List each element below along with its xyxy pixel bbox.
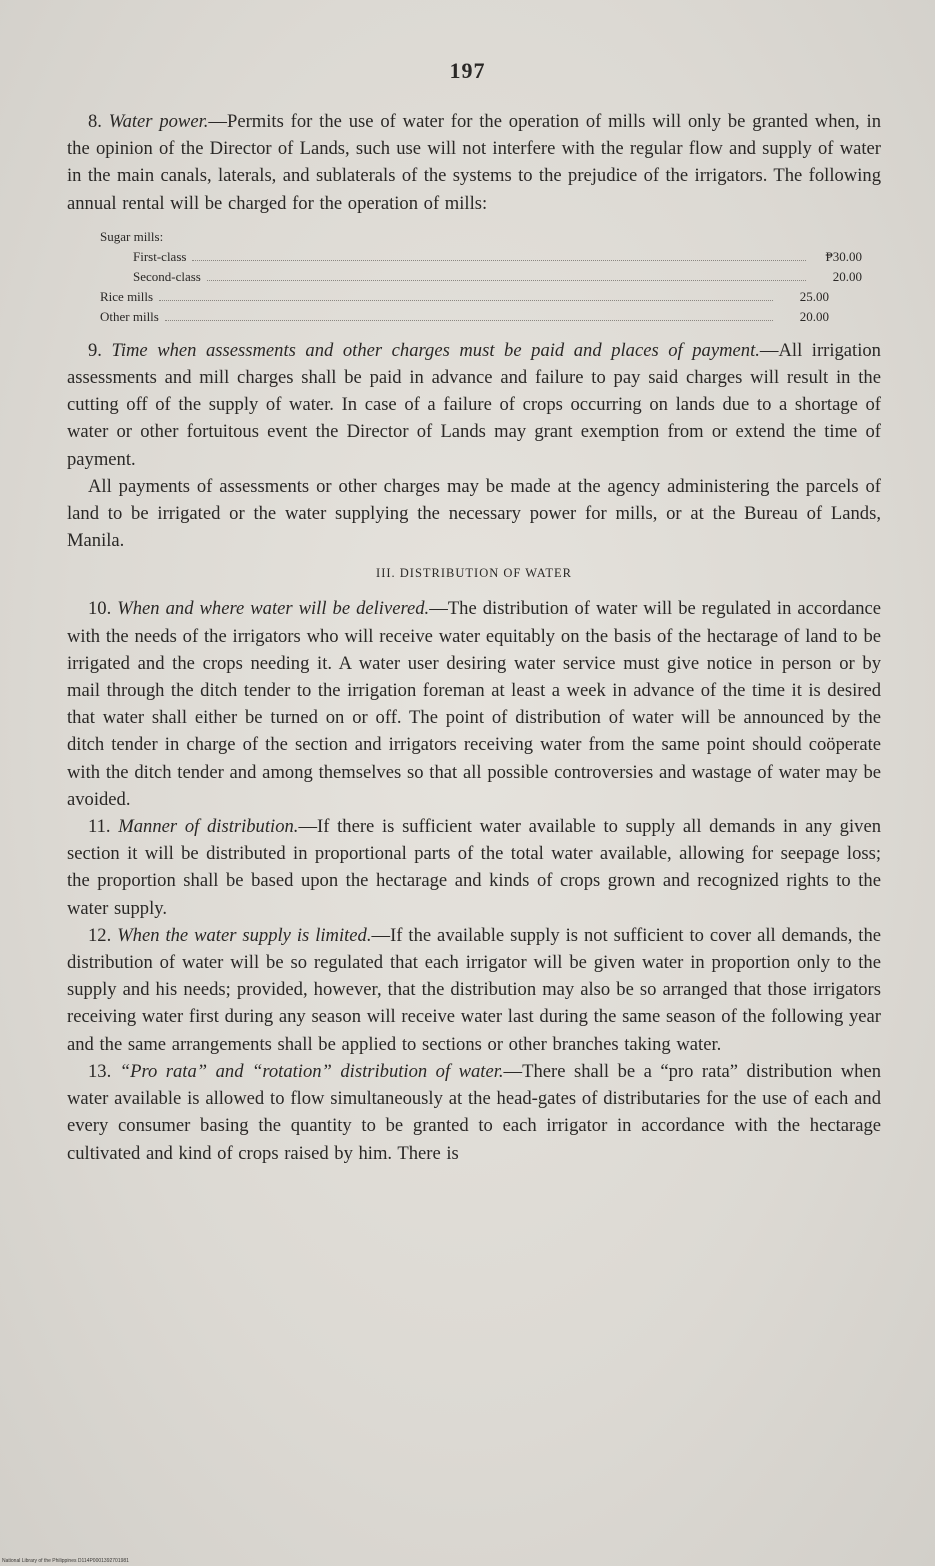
paragraph-text: —Permits for the use of water for the operation of mills will only be granted when, in the opinion of the Director of Lands, such use will not interfere with the regular flow and supply of water in the main canals, laterals, and sublaterals of the systems to the prejudice of the irrigators. The following annual rental will be charged for the operation of mills:: [67, 111, 881, 214]
rental-label: Rice mills: [100, 288, 154, 304]
rental-row: [67, 307, 829, 327]
paragraph-11: [67, 813, 881, 922]
page-number: 197: [449, 58, 486, 83]
paragraph-heading: “Pro rata” and “rotation” distribution of water.: [119, 1060, 504, 1082]
paragraph-text: —If the available supply is not sufficient to cover all demands, the distribution of water will be so regulated that each irrigator will be given water in proportion only to the supply and his needs; provided, however, that the distribution may also be so arranged that those irrigators receiving water first during any season will receive water last during the same season of the following year and the same arrangements shall be applied to sections or other branches taking water.: [67, 924, 881, 1055]
paragraph-number: 11.: [88, 816, 111, 838]
paragraph-heading: Water power.: [108, 111, 209, 132]
rental-row: [67, 287, 829, 307]
paragraph-10: [67, 595, 881, 813]
paragraph-number: 9.: [88, 339, 102, 361]
rental-row: [67, 247, 862, 267]
paragraph-heading: Time when assessments and other charges must be paid and places of payment.: [111, 339, 760, 361]
paragraph-heading: Manner of distribution.: [118, 816, 299, 838]
paragraph-text: All payments of assessments or other charges may be made at the agency administering the parcels of land to be irrigated or the water supplying the necessary power for mills, or at the Bureau of Lands, Manila.: [67, 475, 881, 552]
rental-table: [67, 227, 881, 327]
rental-amount: ₱30.00: [825, 248, 862, 264]
rental-label: Other mills: [100, 308, 159, 324]
rental-label: Second-class: [133, 268, 201, 284]
rental-group-label: Sugar mills:: [100, 228, 164, 244]
rental-row: [67, 267, 862, 287]
page-body: [67, 108, 881, 1167]
paragraph-heading: When the water supply is limited.: [117, 924, 372, 946]
leader-dots: [165, 320, 773, 321]
paragraph-number: 8.: [88, 111, 102, 132]
leader-dots: [192, 260, 806, 261]
leader-dots: [207, 280, 806, 281]
paragraph-13: [67, 1058, 881, 1167]
section-heading: III. DISTRIBUTION OF WATER: [376, 566, 572, 581]
rental-label: First-class: [133, 248, 187, 264]
paragraph-8: [67, 108, 881, 217]
archive-footer: National Library of the Philippines D114P0001392701981: [2, 1558, 129, 1564]
leader-dots: [159, 300, 773, 301]
paragraph-number: 13.: [88, 1060, 112, 1082]
paragraph-text: —There shall be a “pro rata” distribution when water available is allowed to flow simultaneously at the head-gates of distributaries for the use of each and every consumer basing the quantity to be granted to each irrigator in accordance with the hectarage cultivated and kind of crops raised by him. There is: [67, 1060, 881, 1164]
paragraph-text: —All irrigation assessments and mill charges shall be paid in advance and failure to pay said charges will result in the cutting off of the supply of water. In case of a failure of crops occurring on lands due to a shortage of water or other fortuitous event the Director of Lands may grant exemption from or extend the time of payment.: [67, 339, 881, 470]
paragraph-9-continued: [67, 473, 881, 555]
paragraph-heading: When and where water will be delivered.: [117, 598, 430, 620]
rental-amount: 20.00: [799, 308, 829, 324]
paragraph-9: [67, 337, 881, 473]
rental-amount: 25.00: [799, 288, 829, 304]
rental-amount: 20.00: [832, 268, 862, 284]
paragraph-12: [67, 922, 881, 1058]
paragraph-text: —The distribution of water will be regulated in accordance with the needs of the irrigators who will receive water equitably on the basis of the hectarage of land to be irrigated and the crops needing it. A water user desiring water service must give notice in person or by mail through the ditch tender to the irrigation foreman at least a week in advance of the time it is desired that water shall either be turned on or off. The point of distribution of water will be announced by the ditch tender in charge of the section and irrigators receiving water from the same point should coöperate with the ditch tender and among themselves so that all possible controversies and wastage of water may be avoided.: [67, 598, 881, 810]
paragraph-text: —If there is sufficient water available to supply all demands in any given section it will be distributed in proportional parts of the total water available, allowing for seepage loss; the proportion shall be based upon the hectarage and kinds of crops grown and recognized rights to the water supply.: [67, 816, 881, 919]
paragraph-number: 12.: [88, 924, 112, 946]
paragraph-number: 10.: [88, 598, 112, 620]
